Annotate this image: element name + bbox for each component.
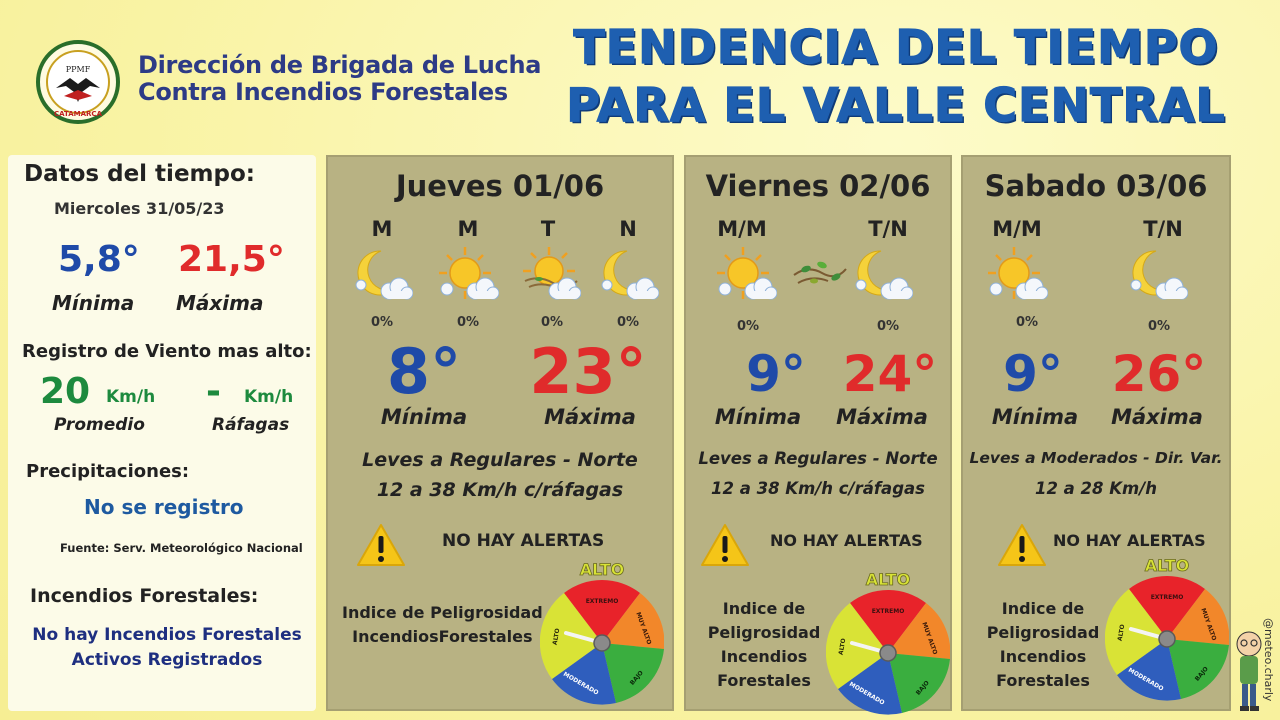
- wind-speed: 12 a 28 Km/h: [1034, 479, 1158, 498]
- wind-gust-unit: Km/h: [244, 387, 294, 407]
- precipitation-value: No se registro: [84, 495, 244, 519]
- wind-description: Leves a Regulares - Norte: [698, 449, 938, 468]
- org-line-2: Contra Incendios Forestales: [138, 78, 508, 106]
- fires-title: Incendios Forestales:: [30, 585, 259, 607]
- fires-status-line-1: No hay Incendios Forestales: [32, 625, 302, 645]
- current-max-temp: 21,5°: [178, 239, 285, 280]
- mascot-icon: [1232, 628, 1266, 714]
- max-label: Máxima: [836, 405, 928, 429]
- title-line-1: TENDENCIA DEL TIEMPO: [573, 20, 1219, 74]
- danger-index-label: [706, 597, 822, 693]
- current-date: Miercoles 31/05/23: [54, 199, 225, 218]
- moon-cloud-icon: [351, 245, 413, 307]
- wind-speed: 12 a 38 Km/h c/ráfagas: [376, 479, 624, 501]
- precip-chance: 0%: [1015, 315, 1039, 330]
- min-label: Mínima: [380, 405, 468, 429]
- main-title: [566, 18, 1226, 134]
- fire-danger-gauge: [540, 559, 664, 705]
- day-card-1: [326, 155, 674, 711]
- wind-average-unit: Km/h: [106, 387, 156, 407]
- wind-leaves-icon: [792, 253, 848, 293]
- sun-cloud-icon: [437, 245, 499, 307]
- warning-icon: [997, 523, 1047, 567]
- day-title: Jueves 01/06: [395, 169, 605, 203]
- current-min-temp: 5,8°: [58, 239, 140, 280]
- wind-description: Leves a Moderados - Dir. Var.: [969, 449, 1223, 467]
- min-temp: 9°: [746, 345, 806, 403]
- day-card-3: [961, 155, 1231, 711]
- precip-chance: 0%: [540, 315, 564, 330]
- precip-chance: 0%: [456, 315, 480, 330]
- danger-index-line: Peligrosidad: [707, 623, 821, 642]
- precip-chance: 0%: [1147, 319, 1171, 334]
- precip-chance: 0%: [876, 319, 900, 334]
- min-temp: 8°: [386, 335, 462, 408]
- data-source: Fuente: Serv. Meteorológico Nacional: [60, 541, 303, 555]
- danger-index-line: IncendiosForestales: [352, 627, 533, 646]
- period-label: M/M: [717, 217, 767, 241]
- day-title: Sabado 03/06: [984, 169, 1208, 203]
- org-line-1: Dirección de Brigada de Lucha: [138, 51, 542, 79]
- danger-index-line: Forestales: [717, 671, 811, 690]
- moon-cloud-icon: [597, 245, 659, 307]
- danger-index-line: Indice de: [722, 599, 806, 618]
- wind-average-label: Promedio: [54, 415, 145, 435]
- max-temp: 24°: [842, 345, 938, 403]
- svg-text:CATAMARCA: CATAMARCA: [54, 110, 102, 118]
- precipitation-title: Precipitaciones:: [26, 461, 190, 482]
- period-label: M/M: [992, 217, 1042, 241]
- period-label: N: [619, 217, 637, 241]
- alert-status: NO HAY ALERTAS: [1053, 531, 1206, 550]
- fires-status-line-2: Activos Registrados: [71, 650, 263, 670]
- current-title: Datos del tiempo:: [24, 161, 255, 187]
- sun-wind-icon: [519, 245, 581, 307]
- period-label: M: [371, 217, 393, 241]
- danger-index-line: Indice de Peligrosidad: [342, 603, 543, 622]
- danger-index-line: Incendios: [999, 647, 1087, 666]
- moon-cloud-icon: [1126, 245, 1188, 307]
- brigade-logo: [36, 40, 120, 124]
- period-label: T/N: [1143, 217, 1183, 241]
- precip-chance: 0%: [370, 315, 394, 330]
- period-label: M: [457, 217, 479, 241]
- period-label: T: [540, 217, 556, 241]
- max-temp: 23°: [529, 335, 647, 408]
- wind-speed: 12 a 38 Km/h c/ráfagas: [711, 479, 925, 498]
- danger-index-line: Peligrosidad: [986, 623, 1100, 642]
- min-temp: 9°: [1003, 345, 1063, 403]
- danger-index-line: Incendios: [720, 647, 808, 666]
- max-label: Máxima: [544, 405, 636, 429]
- danger-index-line: Forestales: [996, 671, 1090, 690]
- wind-description: Leves a Regulares - Norte: [362, 449, 638, 471]
- sun-cloud-icon: [986, 245, 1048, 307]
- svg-text:PPMF: PPMF: [65, 65, 91, 74]
- warning-icon: [700, 523, 750, 567]
- precip-chance: 0%: [736, 319, 760, 334]
- current-weather-panel: [8, 155, 316, 711]
- day-title: Viernes 02/06: [705, 169, 931, 203]
- title-line-2: PARA EL VALLE CENTRAL: [566, 78, 1226, 132]
- warning-icon: [356, 523, 406, 567]
- wind-gust-label: Ráfagas: [212, 415, 290, 435]
- alert-status: NO HAY ALERTAS: [770, 531, 923, 550]
- day-card-2: [684, 155, 952, 711]
- max-temp: 26°: [1111, 345, 1207, 403]
- danger-index-label: [342, 601, 543, 649]
- current-max-label: Máxima: [176, 291, 264, 315]
- precip-chance: 0%: [616, 315, 640, 330]
- wind-record-title: Registro de Viento mas alto:: [22, 341, 312, 362]
- min-label: Mínima: [714, 405, 802, 429]
- sun-cloud-icon: [715, 245, 777, 307]
- min-label: Mínima: [991, 405, 1079, 429]
- danger-index-line: Indice de: [1001, 599, 1085, 618]
- moon-cloud-icon: [851, 245, 913, 307]
- max-label: Máxima: [1111, 405, 1203, 429]
- current-min-label: Mínima: [52, 291, 135, 315]
- alert-status: NO HAY ALERTAS: [442, 531, 605, 551]
- danger-index-label: [983, 597, 1103, 693]
- fire-danger-gauge: [826, 569, 950, 715]
- organization-name: [138, 52, 541, 106]
- fires-status: [22, 623, 312, 673]
- author-credit: @meteo.charly: [1262, 618, 1275, 702]
- wind-average-value: 20: [40, 371, 91, 412]
- period-label: T/N: [868, 217, 908, 241]
- fire-danger-gauge: [1105, 555, 1229, 701]
- wind-gust-value: -: [206, 371, 221, 412]
